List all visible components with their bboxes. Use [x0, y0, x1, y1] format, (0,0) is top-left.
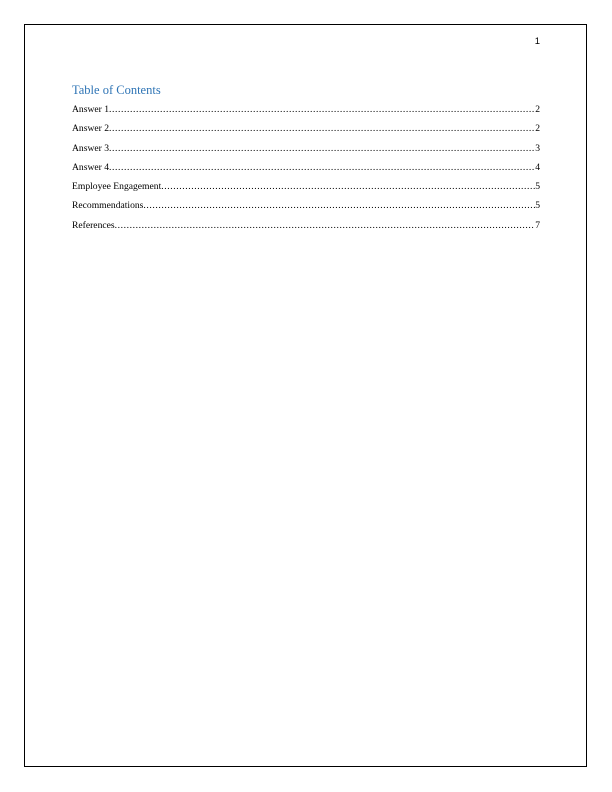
toc-entry-page: 3: [535, 142, 540, 154]
toc-entry-page: 2: [535, 123, 540, 135]
toc-title: Table of Contents: [72, 83, 161, 97]
toc-entry[interactable]: [72, 181, 540, 200]
toc-entry[interactable]: [72, 123, 540, 142]
page-number: 1: [534, 36, 540, 47]
toc-entry-label: Answer 4: [72, 161, 110, 173]
toc-entry[interactable]: [72, 104, 540, 123]
toc-leader-dots: [109, 123, 535, 134]
toc-leader-dots: [115, 220, 536, 231]
toc-entry-page: 4: [535, 161, 540, 173]
toc-leader-dots: [109, 104, 535, 115]
toc-leader-dots: [161, 181, 535, 192]
toc-entry-page: 7: [535, 219, 540, 231]
toc-leader-dots: [143, 200, 535, 211]
toc-leader-dots: [109, 162, 535, 173]
toc-entry-label: Recommendations: [72, 200, 144, 212]
toc-entry-label: Answer 3: [72, 142, 110, 154]
toc-entry-label: Answer 2: [72, 123, 110, 135]
table-of-contents: [72, 104, 540, 239]
toc-entry-label: Employee Engagement: [72, 181, 162, 193]
toc-entry-label: Answer 1: [72, 104, 110, 115]
toc-entry[interactable]: [72, 220, 540, 239]
toc-entry[interactable]: [72, 200, 540, 219]
toc-entry[interactable]: [72, 162, 540, 181]
toc-entry[interactable]: [72, 143, 540, 162]
toc-leader-dots: [109, 143, 535, 154]
toc-entry-page: 5: [535, 181, 540, 193]
toc-entry-label: References: [72, 219, 115, 231]
toc-entry-page: 2: [535, 104, 540, 115]
toc-entry-page: 5: [535, 200, 540, 212]
